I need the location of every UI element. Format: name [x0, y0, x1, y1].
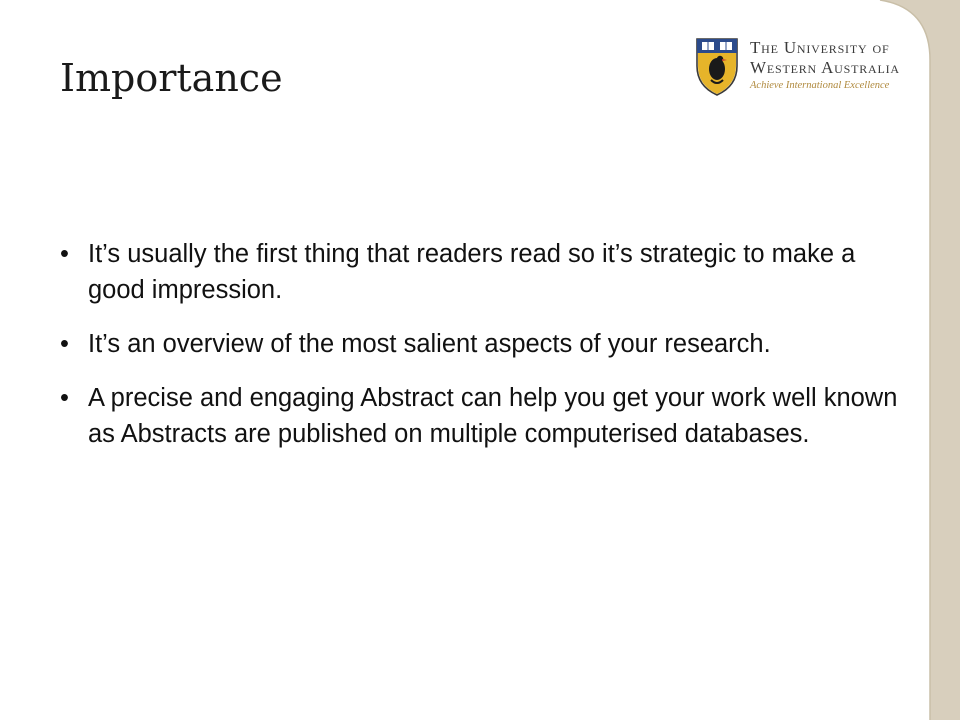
- bullet-glyph: •: [60, 384, 69, 412]
- bullet-item: [60, 380, 900, 452]
- bullet-text: A precise and engaging Abstract can help you get your work well known as Abstracts are published on multiple computerised databases.: [88, 384, 898, 448]
- university-name: [750, 38, 900, 78]
- university-name-line1: The University of: [750, 38, 890, 57]
- bullet-text: It’s an overview of the most salient aspects of your research.: [88, 330, 771, 358]
- bullet-item: [60, 236, 900, 308]
- bullet-glyph: •: [60, 240, 69, 268]
- bullet-item: [60, 326, 900, 362]
- university-name-line2: Western Australia: [750, 58, 900, 77]
- bullet-glyph: •: [60, 330, 69, 358]
- bullet-list: [60, 236, 900, 470]
- university-tagline: Achieve International Excellence: [750, 80, 890, 91]
- university-logo: [694, 36, 909, 100]
- slide-title: Importance: [60, 56, 283, 100]
- crest-icon: [694, 36, 740, 98]
- bullet-text: It’s usually the first thing that readers read so it’s strategic to make a good impression.: [88, 240, 856, 304]
